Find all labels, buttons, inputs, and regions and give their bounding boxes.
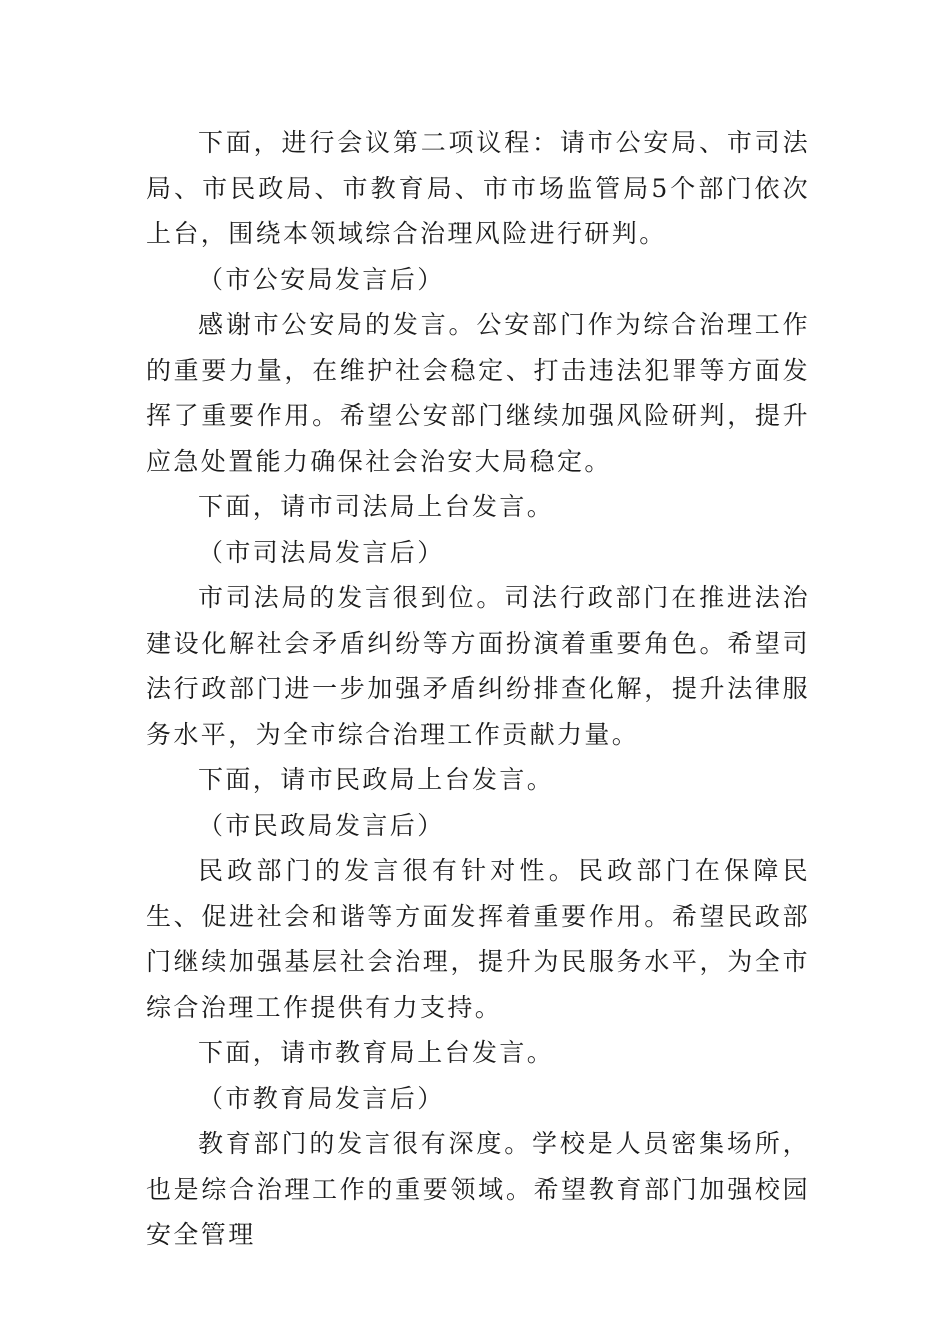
paragraph-justice-invite: 下面，请市司法局上台发言。 bbox=[198, 492, 555, 521]
stage-note-civil-affairs: （市民政局发言后） bbox=[198, 810, 445, 840]
paragraph-education-comment: 教育部门的发言很有深度。学校是人员密集场所，也是综合治理工作的重要领域。希望教育部门加强校园安全管理 bbox=[146, 1129, 810, 1249]
stage-note-justice: （市司法局发言后） bbox=[198, 537, 445, 567]
stage-note-public-security: （市公安局发言后） bbox=[198, 264, 445, 294]
paragraph-education-invite: 下面，请市教育局上台发言。 bbox=[198, 1038, 555, 1067]
paragraph-public-security-comment: 感谢市公安局的发言。公安部门作为综合治理工作的重要力量，在维护社会稳定、打击违法犯罪等方面发挥了重要作用。希望公安部门继续加强风险研判，提升应急处置能力确保社会治安大局稳定。 bbox=[146, 310, 810, 476]
document-body bbox=[146, 120, 810, 1258]
paragraph-civil-affairs-invite: 下面，请市民政局上台发言。 bbox=[198, 765, 555, 794]
stage-note-education: （市教育局发言后） bbox=[198, 1083, 445, 1113]
paragraph-agenda-intro: 下面，进行会议第二项议程：请市公安局、市司法局、市民政局、市教育局、市市场监管局5个部门依次上台，围绕本领域综合治理风险进行研判。 bbox=[146, 128, 810, 248]
paragraph-civil-affairs-comment: 民政部门的发言很有针对性。民政部门在保障民生、促进社会和谐等方面发挥着重要作用。希望民政部门继续加强基层社会治理，提升为民服务水平，为全市综合治理工作提供有力支持。 bbox=[146, 856, 810, 1022]
paragraph-justice-comment: 市司法局的发言很到位。司法行政部门在推进法治建设化解社会矛盾纠纷等方面扮演着重要角色。希望司法行政部门进一步加强矛盾纠纷排查化解，提升法律服务水平，为全市综合治理工作贡献力量。 bbox=[146, 583, 810, 749]
